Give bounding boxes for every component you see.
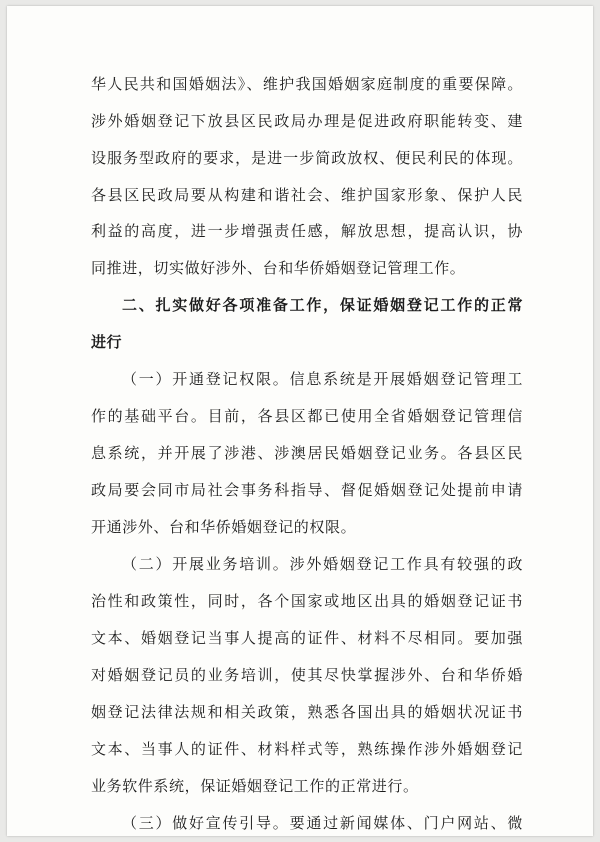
paragraph-line: 政局要会同市局社会事务科指导、督促婚姻登记处提前申请 [91, 481, 523, 499]
paragraph-line: 息系统，并开展了涉港、涉澳居民婚姻登记业务。各县区民 [91, 444, 523, 462]
paragraph-line: 设服务型政府的要求，是进一步简政放权、便民利民的体现。 [91, 149, 523, 167]
paragraph-line: 各县区民政局要从构建和谐社会、维护国家形象、保护人民 [91, 186, 523, 204]
paragraph-line: （三）做好宣传引导。要通过新闻媒体、门户网站、微 [122, 814, 523, 832]
document-page [7, 6, 593, 836]
paragraph-line: 姻登记法律法规和相关政策，熟悉各国出具的婚姻状况证书 [91, 703, 523, 721]
paragraph-line: 文本、当事人的证件、材料样式等，熟练操作涉外婚姻登记 [91, 740, 523, 758]
paragraph-line: 对婚姻登记员的业务培训，使其尽快掌握涉外、台和华侨婚 [91, 666, 523, 684]
paragraph-line: 治性和政策性，同时，各个国家或地区出具的婚姻登记证书 [91, 592, 523, 610]
paragraph-line: 利益的高度，进一步增强责任感，解放思想，提高认识，协 [91, 222, 523, 240]
paragraph-line: 开通涉外、台和华侨婚姻登记的权限。 [91, 518, 357, 536]
section-heading-continued: 进行 [91, 333, 123, 351]
paragraph-line: （二）开展业务培训。涉外婚姻登记工作具有较强的政 [122, 555, 523, 573]
paragraph-line: 作的基础平台。目前，各县区都已使用全省婚姻登记管理信 [91, 407, 523, 425]
paragraph-line: （一）开通登记权限。信息系统是开展婚姻登记管理工 [122, 370, 523, 388]
paragraph-line: 华人民共和国婚姻法》、维护我国婚姻家庭制度的重要保障。 [91, 75, 523, 93]
section-heading: 二、扎实做好各项准备工作，保证婚姻登记工作的正常 [122, 296, 523, 314]
paragraph-line: 文本、婚姻登记当事人提高的证件、材料不尽相同。要加强 [91, 629, 523, 647]
paragraph-line: 业务软件系统，保证婚姻登记工作的正常进行。 [91, 777, 419, 795]
paragraph-line: 同推进，切实做好涉外、台和华侨婚姻登记管理工作。 [91, 259, 466, 277]
paragraph-line: 涉外婚姻登记下放县区民政局办理是促进政府职能转变、建 [91, 112, 523, 130]
